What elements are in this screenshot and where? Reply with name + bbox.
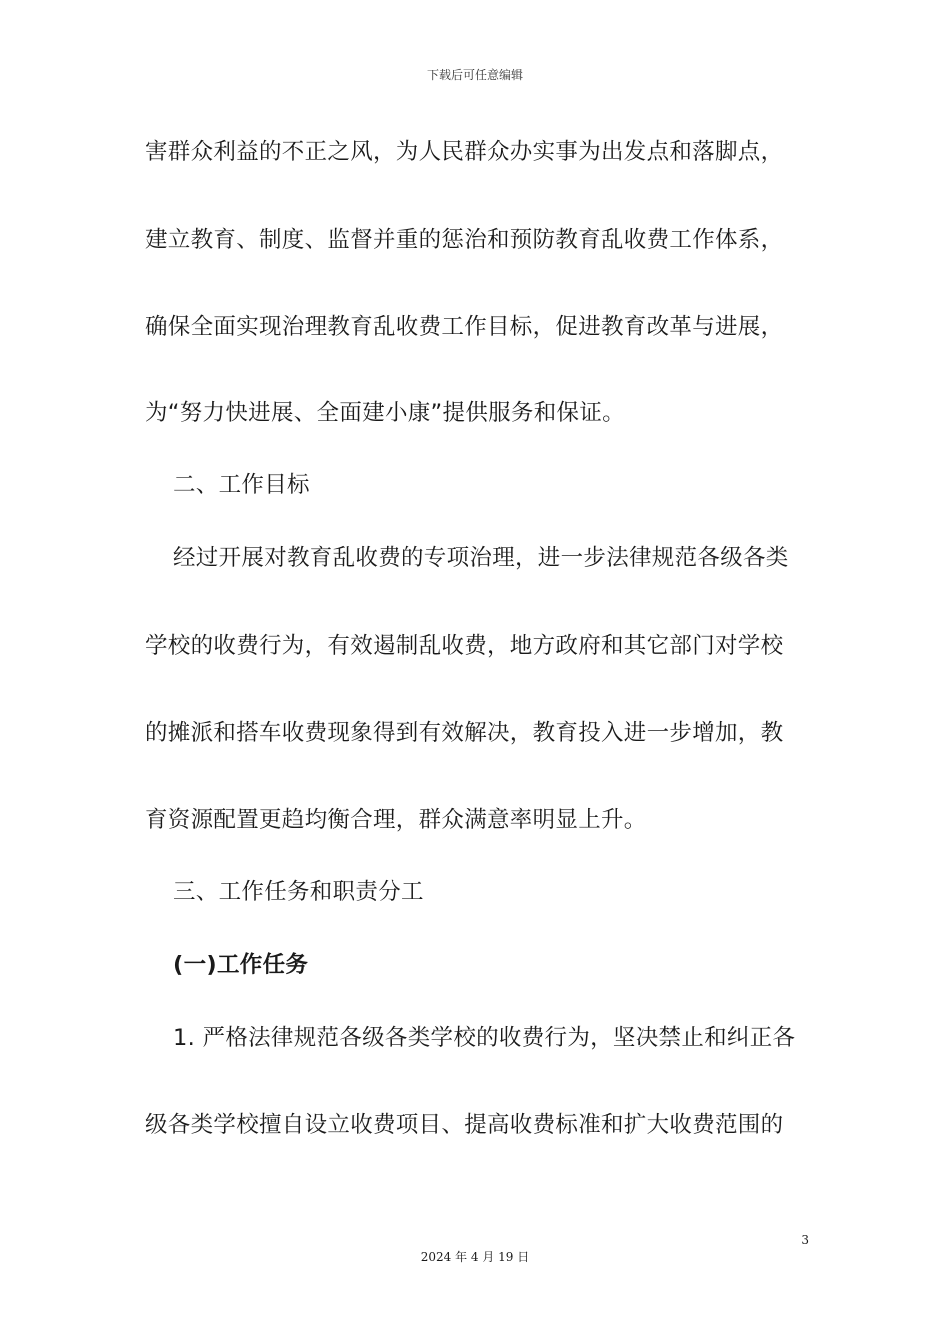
paragraph-line: 级各类学校擅自设立收费项目、提高收费标准和扩大收费范围的 [145, 1112, 784, 1138]
subsection-heading: (一)工作任务 [173, 952, 309, 978]
footer-date: 2024 年 4 月 19 日 [420, 1250, 530, 1264]
paragraph-line: 的摊派和搭车收费现象得到有效解决，教育投入进一步增加，教 [145, 720, 784, 746]
paragraph-line: 害群众利益的不正之风，为人民群众办实事为出发点和落脚点， [145, 139, 784, 165]
page-header: 下载后可任意编辑 [426, 68, 523, 82]
paragraph-line: 建立教育、制度、监督并重的惩治和预防教育乱收费工作体系， [145, 227, 784, 253]
section-heading: 二、工作目标 [173, 472, 310, 498]
paragraph-line: 育资源配置更趋均衡合理，群众满意率明显上升。 [145, 807, 647, 833]
paragraph-line: 确保全面实现治理教育乱收费工作目标，促进教育改革与进展， [145, 314, 784, 340]
paragraph-line: 为“努力快进展、全面建小康”提供服务和保证。 [145, 400, 625, 426]
page-number: 3 [801, 1233, 809, 1247]
paragraph-line: 学校的收费行为，有效遏制乱收费，地方政府和其它部门对学校 [145, 633, 784, 659]
section-heading: 三、工作任务和职责分工 [173, 879, 424, 905]
paragraph-line: 经过开展对教育乱收费的专项治理，进一步法律规范各级各类 [173, 545, 789, 571]
paragraph-line: 1. 严格法律规范各级各类学校的收费行为，坚决禁止和纠正各 [173, 1025, 796, 1051]
